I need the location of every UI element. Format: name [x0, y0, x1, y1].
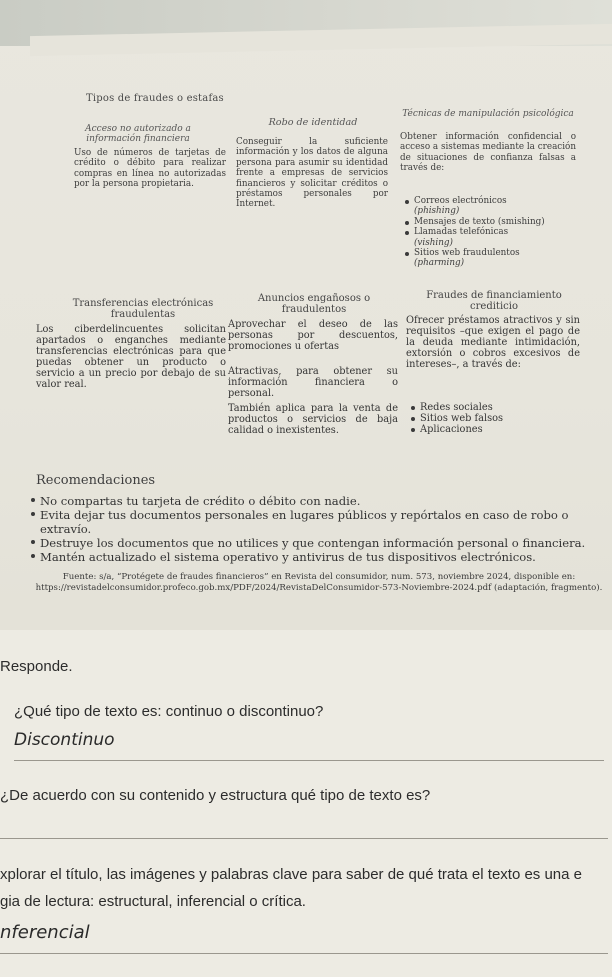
answer-line-1: [14, 760, 604, 761]
col-identity-theft-heading: Robo de identidad: [268, 117, 358, 128]
col-ads-body-2: Atractivas, para obtener su información financiera o personal.: [228, 366, 398, 399]
credit-fraud-channels-list: [410, 402, 580, 435]
answer-3-handwritten[interactable]: nferencial: [0, 922, 90, 943]
manipulation-channels-list: [404, 196, 580, 269]
col-identity-theft-body: Conseguir la suficiente información y los datos de alguna persona para asumir su identidad frente a empresas de servicios financieros y solicitar créditos o préstamos personales por Internet.: [236, 137, 388, 210]
list-item: Aplicaciones: [410, 424, 580, 435]
question-2: ¿De acuerdo con su contenido y estructura qué tipo de texto es?: [0, 787, 431, 804]
question-1: ¿Qué tipo de texto es: continuo o discontinuo?: [14, 703, 324, 720]
list-item: Correos electrónicos (phishing): [404, 196, 580, 217]
col-manipulation-heading: Técnicas de manipulación psicológica: [402, 109, 574, 119]
list-item: Redes sociales: [410, 402, 580, 413]
answer-1-handwritten[interactable]: Discontinuo: [14, 730, 115, 750]
source-line-1: Fuente: s/a, “Protégete de fraudes financieros” en Revista del consumidor, num. 573, noviembre 2024, disponible en:: [62, 572, 576, 582]
col-ads-body: Aprovechar el deseo de las personas por descuentos, promociones u ofertas: [228, 319, 398, 352]
list-item: Llamadas telefónicas (vishing): [404, 227, 580, 248]
col-ads-body-3: También aplica para la venta de productos o servicios de baja calidad o inexistentes.: [228, 403, 398, 436]
list-item: Mantén actualizado el sistema operativo y antivirus de tus dispositivos electrónicos.: [30, 550, 600, 564]
list-item: No compartas tu tarjeta de crédito o débito con nadie.: [30, 494, 600, 508]
instruction-respond: Responde.: [0, 658, 73, 675]
list-item: Evita dejar tus documentos personales en lugares públicos y repórtalos en caso de robo o extravío.: [30, 508, 600, 536]
question-3-line-1: xplorar el título, las imágenes y palabras clave para saber de qué trata el texto es una e: [0, 866, 583, 883]
recommendations-list: [30, 494, 600, 564]
list-item: Sitios web fraudulentos (pharming): [404, 248, 580, 269]
col-credit-fraud-heading: Fraudes de financiamiento crediticio: [426, 290, 562, 312]
list-item: Sitios web falsos: [410, 413, 580, 424]
recommendations-title: Recomendaciones: [36, 473, 156, 488]
source-citation: [34, 572, 604, 594]
col-transfers-body: Los ciberdelincuentes solicitan apartados o enganches mediante transferencias electrónicas para que puedas obtener un producto o servicio a un precio por debajo de su valor real.: [36, 324, 226, 390]
list-item: Mensajes de texto (smishing): [404, 217, 580, 227]
col-ads-heading: Anuncios engañosos o fraudulentos: [257, 293, 371, 315]
source-url: https://revistadelconsumidor.profeco.gob.mx/PDF/2024/RevistaDelConsumidor-573-Noviembre-2024.pdf (adaptación, fragmento).: [35, 583, 603, 593]
col-credit-fraud-body: Ofrecer préstamos atractivos y sin requisitos –que exigen el pago de la deuda mediante intimidación, extorsión o cobros excesivos de intereses–, a través de:: [406, 315, 580, 370]
top-shadow-band: [0, 0, 612, 46]
answer-line-3: [0, 953, 608, 954]
list-item: Destruye los documentos que no utilices y que contengan información personal o financiera.: [30, 536, 600, 550]
infographic-title: Tipos de fraudes o estafas: [86, 93, 224, 104]
col-unauthorized-access-body: Uso de números de tarjetas de crédito o débito para realizar compras en línea no autorizadas por la persona propietaria.: [74, 148, 226, 190]
col-manipulation-body: Obtener información confidencial o acceso a sistemas mediante la creación de situaciones de confianza falsas a través de:: [400, 132, 577, 174]
answer-line-2: [0, 838, 608, 839]
col-unauthorized-access-heading: Acceso no autorizado a información financiera: [85, 124, 191, 144]
col-transfers-heading: Transferencias electrónicas fraudulentas: [72, 298, 214, 320]
question-3-line-2: gia de lectura: estructural, inferencial o crítica.: [0, 893, 306, 910]
